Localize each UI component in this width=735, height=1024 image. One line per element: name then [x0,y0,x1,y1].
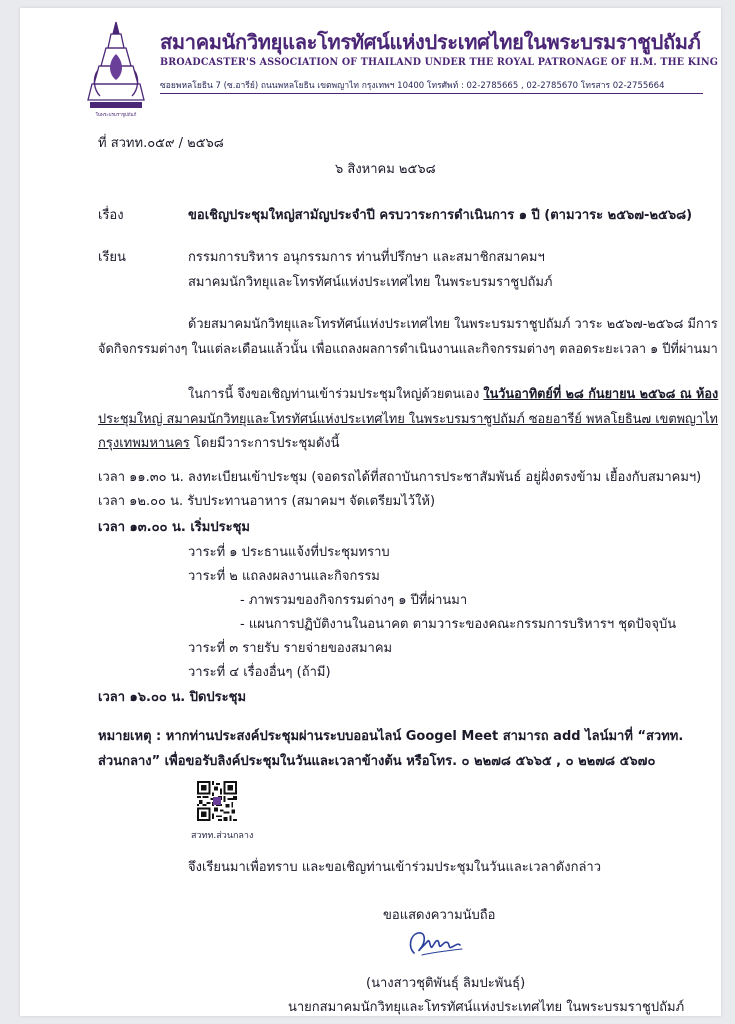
agenda-item-3: วาระที่ ๓ รายรับ รายจ่ายของสมาคม [188,641,393,656]
paragraph-2-line-1 [188,383,718,404]
schedule-registration: เวลา ๑๑.๓๐ น. ลงทะเบียนเข้าประชุม (จอดรถได้ที่สถาบันการประชาสัมพันธ์ อยู่ฝั่งตรงข้าม เยื้องกับสมาคมฯ) [98,470,702,485]
schedule-lunch: เวลา ๑๒.๐๐ น. รับประทานอาหาร (สมาคมฯ จัดเตรียมไว้ให้) [98,494,436,509]
meeting-date-venue: ในวันอาทิตย์ที่ ๒๘ กันยายน ๒๕๖๘ ณ ห้อง [483,387,719,402]
agenda-item-2-sub-2: - แผนการปฏิบัติงานในอนาคต ตามวาระของคณะกรรมการบริหารฯ ชุดปัจจุบัน [240,617,677,632]
subject-label: เรื่อง [98,208,124,223]
qr-code-label: สวทท.ส่วนกลาง [191,831,254,841]
subject-text: ขอเชิญประชุมใหญ่สามัญประจำปี ครบวาระการดำเนินการ ๑ ปี (ตามวาระ ๒๕๖๗-๒๕๖๘) [188,208,693,223]
agenda-item-2-sub-1: - ภาพรวมของกิจกรรมต่างๆ ๑ ปีที่ผ่านมา [240,593,468,608]
letter-date: ๖ สิงหาคม ๒๕๖๘ [335,162,436,177]
reference-number: ที่ สวทท.๐๕๙ / ๒๕๖๘ [98,136,224,151]
closing-sentence: จึงเรียนมาเพื่อทราบ และขอเชิญท่านเข้าร่วมประชุมในวันและเวลาดังกล่าว [188,860,602,875]
org-name-english: BROADCASTER'S ASSOCIATION OF THAILAND UNDER THE ROYAL PATRONAGE OF H.M. THE KING [160,56,719,68]
recipient-label: เรียน [98,250,126,265]
regards-text: ขอแสดงความนับถือ [383,908,496,923]
paragraph-2-line-2: ประชุมใหญ่ สมาคมนักวิทยุและโทรทัศน์แห่งประเทศไทย ในพระบรมราชูปถัมภ์ ซอยอารีย์ พหลโยธิน๗ เขตพญาไท [98,412,718,427]
note-line-1: หมายเหตุ : หากท่านประสงค์ประชุมผ่านระบบออนไลน์ Googel Meet สามารถ add ไลน์มาที่ “สวทท. [98,729,684,744]
header-divider [160,93,703,94]
org-name-thai: สมาคมนักวิทยุและโทรทัศน์แห่งประเทศไทยในพระบรมราชูปถัมภ์ [160,30,701,54]
svg-text:ในพระบรมราชูปถัมภ์: ในพระบรมราชูปถัมภ์ [95,113,137,118]
meeting-city: กรุงเทพมหานคร [98,436,190,451]
handwritten-signature [404,927,466,961]
recipient-line-1: กรรมการบริหาร อนุกรรมการ ท่านที่ปรึกษา และสมาชิกสมาคมฯ [188,250,545,265]
org-address: ซอยพหลโยธิน 7 (ซ.อารีย์) ถนนพหลโยธิน เขตพญาไท กรุงเทพฯ 10400 โทรศัพท์ : 02-2785665 , 02-2785670 โทรสาร 02-2755664 [160,81,665,91]
signer-title: นายกสมาคมนักวิทยุและโทรทัศน์แห่งประเทศไทย ในพระบรมราชูปถัมภ์ [288,1000,685,1015]
paragraph-2-line-3 [98,432,340,453]
paragraph-2-intro: ในการนี้ จึงขอเชิญท่านเข้าร่วมประชุมใหญ่ด้วยตนเอง [188,387,484,402]
association-logo [84,18,148,122]
recipient-line-2: สมาคมนักวิทยุและโทรทัศน์แห่งประเทศไทย ในพระบรมราชูปถัมภ์ [188,275,553,290]
agenda-item-1: วาระที่ ๑ ประธานแจ้งที่ประชุมทราบ [188,545,390,560]
paragraph-1-line-2: จัดกิจกรรมต่างๆ ในแต่ละเดือนแล้วนั้น เพื่อแถลงผลการดำเนินงานและกิจกรรมต่างๆ ตลอดระยะเวลา ๑ ปีที่ผ่านมา [98,342,718,357]
agenda-item-2: วาระที่ ๒ แถลงผลงานและกิจกรรม [188,569,380,584]
signer-name: (นางสาวชุติพันธุ์ ลิมปะพันธุ์) [366,976,526,991]
schedule-meeting-close: เวลา ๑๖.๐๐ น. ปิดประชุม [98,690,247,705]
note-line-2: ส่วนกลาง” เพื่อขอรับลิงค์ประชุมในวันและเวลาข้างต้น หรือโทร. ๐ ๒๒๗๘ ๕๖๖๕ , ๐ ๒๒๗๘ ๕๖๗๐ [98,754,656,769]
agenda-item-4: วาระที่ ๔ เรื่องอื่นๆ (ถ้ามี) [188,665,331,680]
line-qr-code[interactable] [197,781,237,821]
schedule-meeting-start: เวลา ๑๓.๐๐ น. เริ่มประชุม [98,520,250,535]
paragraph-1-line-1: ด้วยสมาคมนักวิทยุและโทรทัศน์แห่งประเทศไทย ในพระบรมราชูปถัมภ์ วาระ ๒๕๖๗-๒๕๖๘ มีการ [188,317,718,332]
agenda-intro: โดยมีวาระการประชุมดังนี้ [189,436,340,451]
